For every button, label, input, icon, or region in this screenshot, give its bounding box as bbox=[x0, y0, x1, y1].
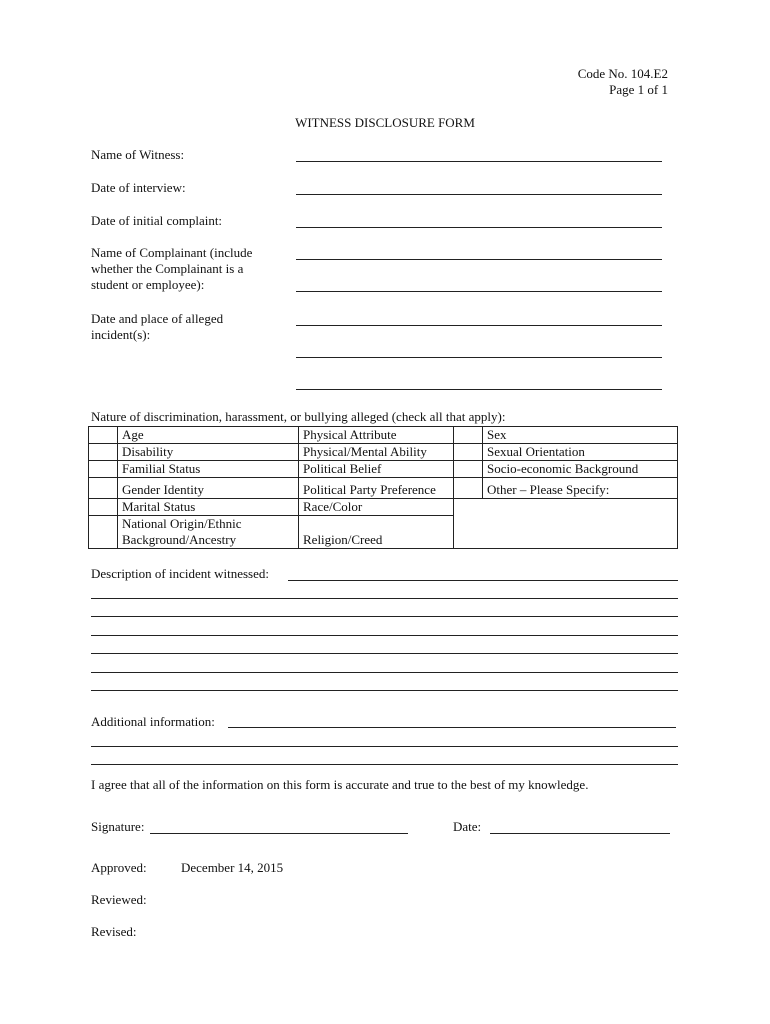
agreement-text: I agree that all of the information on this form is accurate and true to the best of my knowledge. bbox=[91, 777, 589, 792]
form-title: WITNESS DISCLOSURE FORM bbox=[295, 115, 475, 130]
category-sex: Sex bbox=[483, 427, 678, 444]
approved-label: Approved: bbox=[91, 860, 147, 875]
category-disability: Disability bbox=[118, 444, 299, 461]
signature-label: Signature: bbox=[91, 819, 145, 834]
description-line-2[interactable] bbox=[91, 616, 678, 617]
description-line-3[interactable] bbox=[91, 635, 678, 636]
incident-field-2[interactable] bbox=[296, 357, 662, 358]
category-religion-creed: Religion/Creed bbox=[299, 516, 454, 549]
checkbox-sexual-orientation[interactable] bbox=[454, 444, 483, 461]
description-line-0[interactable] bbox=[288, 580, 678, 581]
category-race-color: Race/Color bbox=[299, 499, 454, 516]
additional-line-2[interactable] bbox=[91, 764, 678, 765]
category-familial-status: Familial Status bbox=[118, 461, 299, 478]
description-line-6[interactable] bbox=[91, 690, 678, 691]
date-field[interactable] bbox=[490, 833, 670, 834]
category-national-origin: National Origin/Ethnic Background/Ancestry bbox=[118, 516, 299, 549]
initial-complaint-date-field[interactable] bbox=[296, 227, 662, 228]
checkbox-socio-economic[interactable] bbox=[454, 461, 483, 478]
interview-date-field[interactable] bbox=[296, 194, 662, 195]
category-marital-status: Marital Status bbox=[118, 499, 299, 516]
category-political-party: Political Party Preference bbox=[299, 478, 454, 499]
additional-line-1[interactable] bbox=[91, 746, 678, 747]
category-socio-economic: Socio-economic Background bbox=[483, 461, 678, 478]
checkbox-other[interactable] bbox=[454, 478, 483, 499]
category-physical-attribute: Physical Attribute bbox=[299, 427, 454, 444]
witness-name-label: Name of Witness: bbox=[91, 147, 185, 162]
category-gender-identity: Gender Identity bbox=[118, 478, 299, 499]
description-line-4[interactable] bbox=[91, 653, 678, 654]
checkbox-familial-status[interactable] bbox=[89, 461, 118, 478]
incident-field-1[interactable] bbox=[296, 325, 662, 326]
description-line-5[interactable] bbox=[91, 672, 678, 673]
category-age: Age bbox=[118, 427, 299, 444]
incident-date-place-label: Date and place of alleged incident(s): bbox=[91, 311, 224, 342]
revised-label: Revised: bbox=[91, 924, 137, 939]
nature-prompt: Nature of discrimination, harassment, or bullying alleged (check all that apply): bbox=[91, 409, 506, 424]
signature-field[interactable] bbox=[150, 833, 408, 834]
other-specify-field[interactable] bbox=[454, 499, 678, 549]
complainant-name-field-2[interactable] bbox=[296, 291, 662, 292]
category-political-belief: Political Belief bbox=[299, 461, 454, 478]
code-number: Code No. 104.E2 bbox=[577, 66, 668, 81]
initial-complaint-date-label: Date of initial complaint: bbox=[91, 213, 223, 228]
reviewed-label: Reviewed: bbox=[91, 892, 147, 907]
categories-table bbox=[88, 426, 678, 549]
page-number: Page 1 of 1 bbox=[609, 82, 668, 97]
category-other: Other – Please Specify: bbox=[483, 478, 678, 499]
checkbox-age[interactable] bbox=[89, 427, 118, 444]
complainant-name-label: Name of Complainant (include whether the Complainant is a student or employee): bbox=[91, 245, 253, 292]
category-physical-mental-ability: Physical/Mental Ability bbox=[299, 444, 454, 461]
checkbox-disability[interactable] bbox=[89, 444, 118, 461]
description-label: Description of incident witnessed: bbox=[91, 566, 269, 581]
witness-name-field[interactable] bbox=[296, 161, 662, 162]
additional-line-0[interactable] bbox=[228, 727, 676, 728]
complainant-name-field-1[interactable] bbox=[296, 259, 662, 260]
interview-date-label: Date of interview: bbox=[91, 180, 186, 195]
checkbox-national-origin[interactable] bbox=[89, 516, 118, 549]
category-sexual-orientation: Sexual Orientation bbox=[483, 444, 678, 461]
approved-date: December 14, 2015 bbox=[181, 860, 284, 875]
incident-field-3[interactable] bbox=[296, 389, 662, 390]
checkbox-marital-status[interactable] bbox=[89, 499, 118, 516]
description-line-1[interactable] bbox=[91, 598, 678, 599]
additional-label: Additional information: bbox=[91, 714, 215, 729]
checkbox-sex[interactable] bbox=[454, 427, 483, 444]
date-label: Date: bbox=[453, 819, 482, 834]
checkbox-gender-identity[interactable] bbox=[89, 478, 118, 499]
